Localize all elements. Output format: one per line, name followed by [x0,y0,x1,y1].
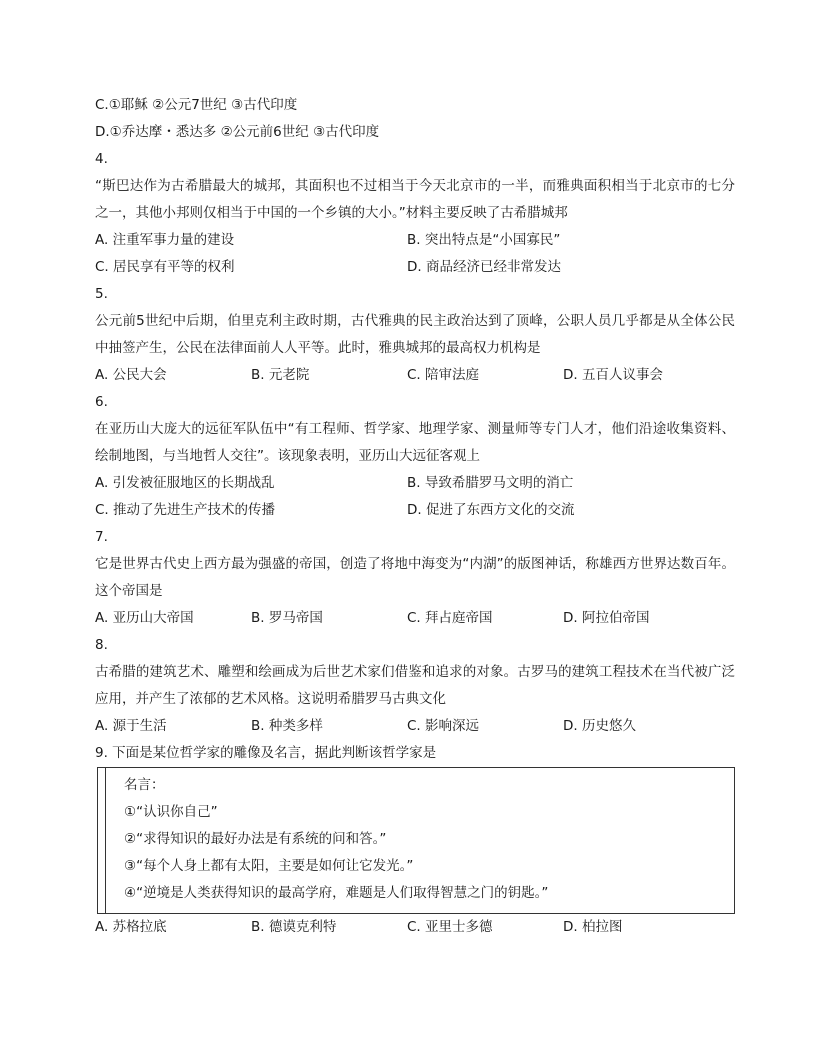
q6-option-d: D. 促进了东西方文化的交流 [407,502,575,518]
q8-option-b: B. 种类多样 [251,718,323,734]
q4-options-row1 [95,227,735,254]
q7-option-b: B. 罗马帝国 [251,610,323,626]
q6-stem: 在亚历山大庞大的远征军队伍中“有工程师、哲学家、地理学家、测量师等专门人才，他们沿途收集资料、绘制地图，与当地哲人交往”。该现象表明，亚历山大远征客观上 [95,421,735,464]
q8-stem: 古希腊的建筑艺术、雕塑和绘画成为后世艺术家们借鉴和追求的对象。古罗马的建筑工程技术在当代被广泛应用，并产生了浓郁的艺术风格。这说明希腊罗马古典文化 [95,664,735,707]
q6-number: 6. [95,394,108,410]
quote-box [97,767,735,914]
q4-number: 4. [95,151,108,167]
q4-stem: “斯巴达作为古希腊最大的城邦，其面积也不过相当于今天北京市的一半，而雅典面积相当于北京市的七分之一，其他小邦则仅相当于中国的一个乡镇的大小。”材料主要反映了古希腊城邦 [95,178,735,221]
q8-option-a: A. 源于生活 [95,718,167,734]
q4-option-d: D. 商品经济已经非常发达 [407,259,561,275]
q6-options-row2 [95,497,735,524]
q4-options-row2 [95,254,735,281]
q9-option-c: C. 亚里士多德 [407,919,493,935]
q9-option-d: D. 柏拉图 [563,919,623,935]
q5-option-b: B. 元老院 [251,367,310,383]
q4-option-c: C. 居民享有平等的权利 [95,259,235,275]
q5-number: 5. [95,286,108,302]
quote-2: ②“求得知识的最好办法是有系统的问和答。” [124,831,387,847]
q4-option-a: A. 注重军事力量的建设 [95,232,235,248]
q3-option-d: D.①乔达摩・悉达多 ②公元前6世纪 ③古代印度 [95,124,380,140]
q5-option-c: C. 陪审法庭 [407,367,480,383]
q7-option-a: A. 亚历山大帝国 [95,610,194,626]
q4-option-b: B. 突出特点是“小国寡民” [407,232,561,248]
exam-page [95,92,735,941]
q5-option-d: D. 五百人议事会 [563,367,663,383]
q9-stem: 9. 下面是某位哲学家的雕像及名言，据此判断该哲学家是 [95,745,437,761]
q6-option-c: C. 推动了先进生产技术的传播 [95,502,276,518]
q5-option-a: A. 公民大会 [95,367,167,383]
q3-option-c: C.①耶稣 ②公元7世纪 ③古代印度 [95,97,298,113]
q5-stem: 公元前5世纪中后期，伯里克利主政时期，古代雅典的民主政治达到了顶峰，公职人员几乎都是从全体公民中抽签产生，公民在法律面前人人平等。此时，雅典城邦的最高权力机构是 [95,313,735,356]
q8-option-d: D. 历史悠久 [563,718,636,734]
q7-stem: 它是世界古代史上西方最为强盛的帝国，创造了将地中海变为“内湖”的版图神话，称雄西方世界达数百年。这个帝国是 [95,556,735,599]
q6-option-a: A. 引发被征服地区的长期战乱 [95,475,275,491]
q8-options [95,713,735,740]
quote-box-content [98,772,734,907]
quote-1: ①“认识你自己” [124,804,218,820]
quote-4: ④“逆境是人类获得知识的最高学府，难题是人们取得智慧之门的钥匙。” [124,885,549,901]
q6-options-row1 [95,470,735,497]
quote-3: ③“每个人身上都有太阳，主要是如何让它发光。” [124,858,414,874]
q8-number: 8. [95,637,108,653]
q7-option-d: D. 阿拉伯帝国 [563,610,650,626]
q5-options [95,362,735,389]
q9-option-b: B. 德谟克利特 [251,919,337,935]
quote-box-divider [105,768,106,913]
q7-option-c: C. 拜占庭帝国 [407,610,493,626]
q7-options [95,605,735,632]
q7-number: 7. [95,529,108,545]
q9-options [95,914,735,941]
q6-option-b: B. 导致希腊罗马文明的消亡 [407,475,574,491]
quote-box-title: 名言： [124,777,165,793]
q9-option-a: A. 苏格拉底 [95,919,167,935]
q8-option-c: C. 影响深远 [407,718,480,734]
